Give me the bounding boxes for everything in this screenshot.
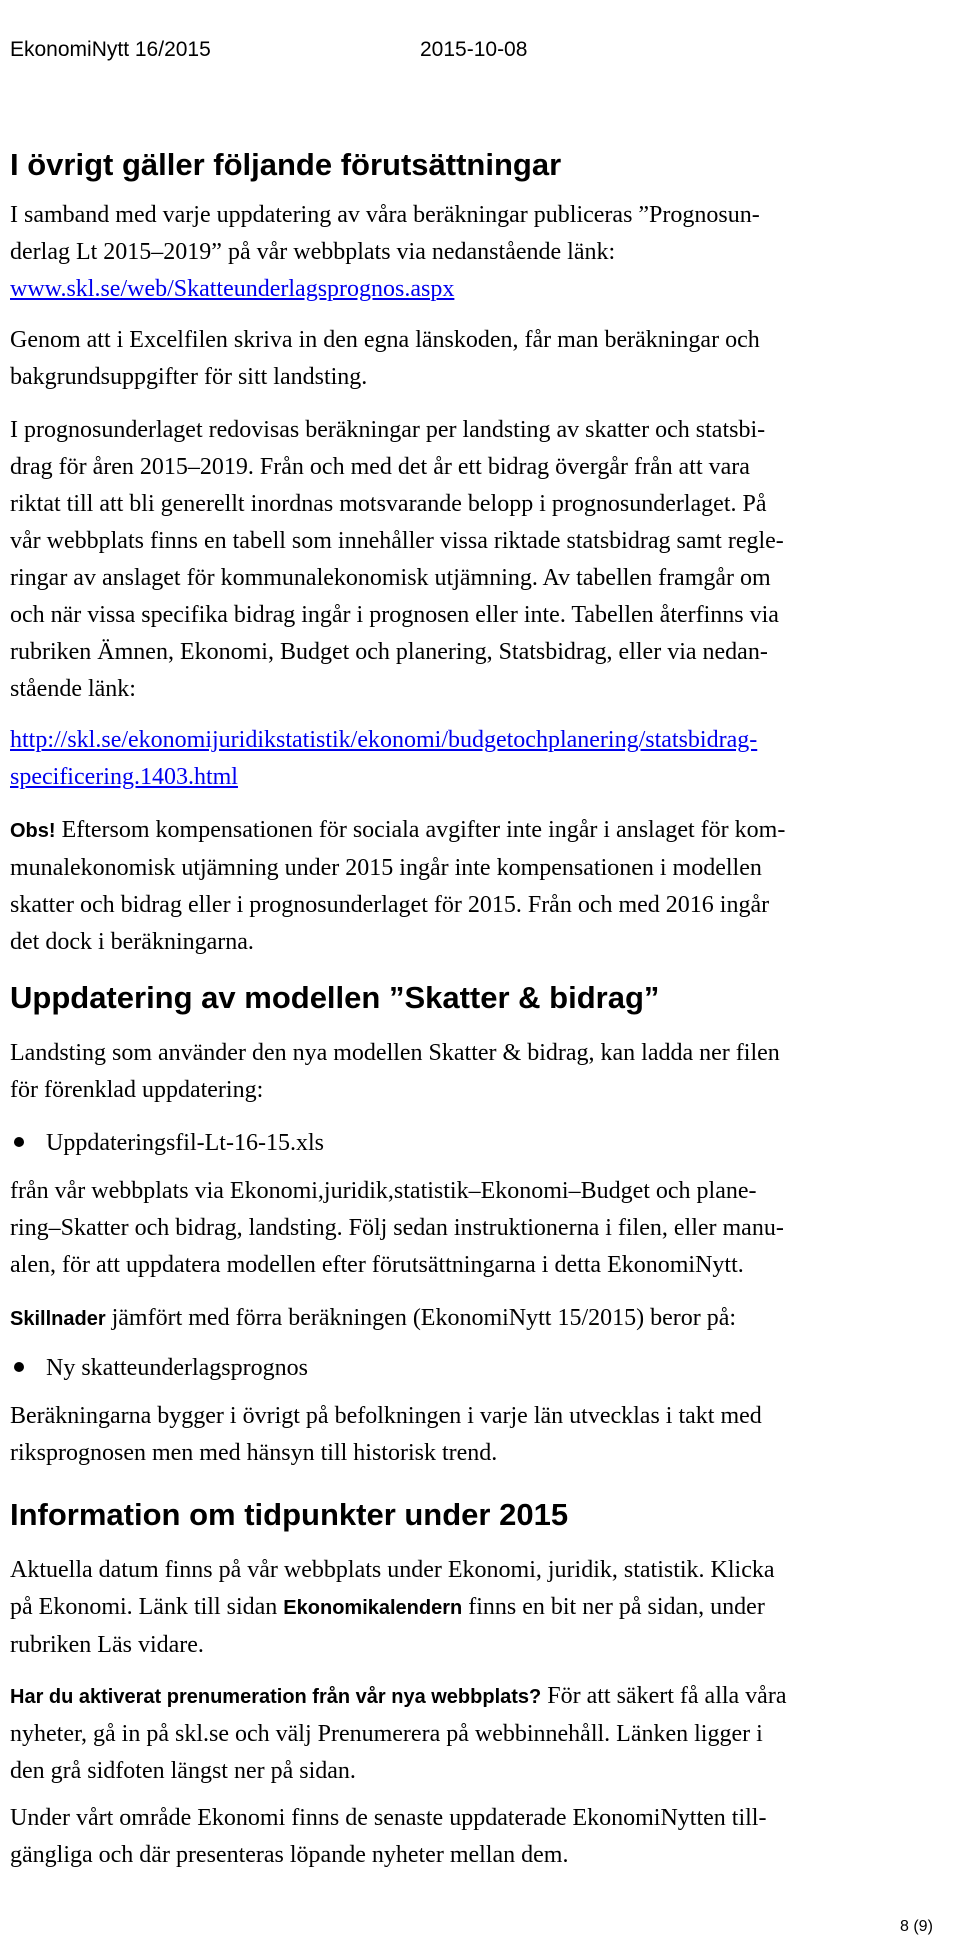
bullet-icon (14, 1137, 24, 1147)
bullet-icon (14, 1362, 24, 1372)
link-statsbidrag-line1[interactable]: http://skl.se/ekonomijuridikstatistik/ekonomi/budgetochplanering/statsbidrag- (10, 727, 758, 753)
link-statsbidrag-line2[interactable]: specificering.1403.html (10, 764, 238, 790)
paragraph-ekonominytt: Under vårt område Ekonomi finns de senaste uppdaterade EkonomiNytten till- gängliga och där presenteras löpande nyheter mellan dem. (10, 1805, 767, 1868)
paragraph-prognosunderlag: I samband med varje uppdatering av våra beräkningar publiceras ”Prognosun- derlag Lt 2015–2019” på vår webbplats via nedanstående länk: www.skl.se/web/Skatteunderlagsprognos.aspx (10, 202, 760, 302)
section-heading-uppdatering: Uppdatering av modellen ”Skatter & bidrag” (10, 980, 660, 1015)
paragraph-excelfil: Genom att i Excelfilen skriva in den egna länskoden, får man beräkningar och bakgrundsuppgifter för sitt landsting. (10, 327, 760, 390)
skillnader-label: Skillnader (10, 1308, 106, 1330)
list-item-uppdateringsfil: Uppdateringsfil-Lt-16-15.xls (10, 1125, 950, 1162)
header-date: 2015-10-08 (420, 38, 528, 61)
list-item-skatteunderlagsprognos: Ny skatteunderlagsprognos (10, 1350, 950, 1387)
link-skatteunderlagsprognos[interactable]: www.skl.se/web/Skatteunderlagsprognos.aspx (10, 276, 455, 302)
page-number: 8 (9) (900, 1918, 933, 1935)
section-heading-forutsattningar: I övrigt gäller följande förutsättningar (10, 147, 562, 182)
paragraph-skillnader: Skillnader jämfört med förra beräkningen (EkonomiNytt 15/2015) beror på: (10, 1305, 737, 1331)
link-statsbidrag-specificering (10, 722, 950, 796)
paragraph-prenumeration: Har du aktiverat prenumeration från vår nya webbplats? För att säkert få alla våra nyheter, gå in på skl.se och välj Prenumerera på webbinnehåll. Länken ligger i den grå sidfoten längst ner på sidan. (10, 1683, 787, 1784)
paragraph-befolkning: Beräkningarna bygger i övrigt på befolkningen i varje län utvecklas i takt med riksprognosen men med hänsyn till historisk trend. (10, 1403, 762, 1466)
paragraph-webbplats-instruktioner: från vår webbplats via Ekonomi,juridik,statistik–Ekonomi–Budget och plane- ring–Skatter och bidrag, landsting. Följ sedan instruktionerna i filen, eller manu- alen, för att uppdatera modellen efter förutsättningarna i detta EkonomiNytt. (10, 1178, 784, 1278)
paragraph-redovisas: I prognosunderlaget redovisas beräkningar per landsting av skatter och statsbi- drag för åren 2015–2019. Från och med det år ett bidrag övergår från att vara riktat till att bli generellt inordnas motsvarande belopp i prognosunderlaget. På vår webbplats finns en tabell som innehåller vissa riktade statsbidrag samt regle- ringar av anslaget för kommunalekonomisk utjämning. Av tabellen framgår om och när vissa specifika bidrag ingår i prognosen eller inte. Tabellen återfinns via rubriken Ämnen, Ekonomi, Budget och planering, Statsbidrag, eller via nedan- stående länk: (10, 417, 784, 702)
paragraph-landsting-modell: Landsting som använder den nya modellen Skatter & bidrag, kan ladda ner filen för förenklad uppdatering: (10, 1040, 780, 1103)
paragraph-obs: Obs! Eftersom kompensationen för sociala avgifter inte ingår i anslaget för kom- munalekonomisk utjämning under 2015 ingår inte kompensationen i modellen skatter och bidrag eller i prognosunderlaget för 2015. Från och med 2016 ingår det dock i beräkningarna. (10, 817, 786, 955)
section-heading-tidpunkter: Information om tidpunkter under 2015 (10, 1497, 569, 1532)
prenumeration-lead: Har du aktiverat prenumeration från vår nya webbplats? (10, 1686, 542, 1708)
ekonomikalendern-label: Ekonomikalendern (283, 1597, 463, 1619)
obs-label: Obs! (10, 820, 56, 842)
header-issue: EkonomiNytt 16/2015 (10, 38, 211, 61)
paragraph-aktuella-datum: Aktuella datum finns på vår webbplats under Ekonomi, juridik, statistik. Klicka på Ekonomi. Länk till sidan Ekonomikalendern finns en bit ner på sidan, under rubriken Läs vidare. (10, 1557, 775, 1658)
